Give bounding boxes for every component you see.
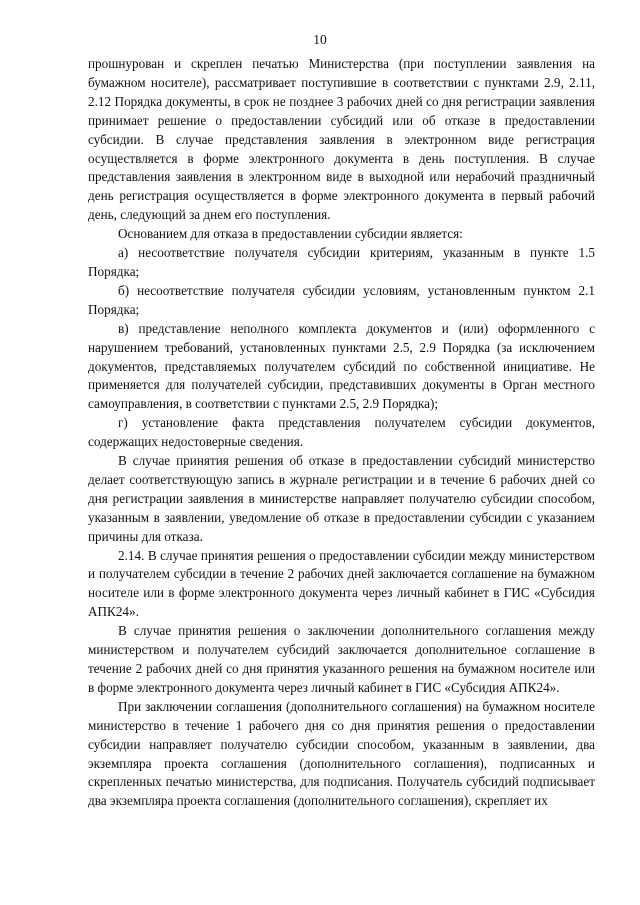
paragraph-refusal-notice: В случае принятия решения об отказе в предоставлении субсидий министерство делает соответствующую запись в журнале регистрации и в течение 6 рабочих дней со дня регистрации заявления в министерстве направляет получателю субсидии способом, указанным в заявлении, уведомление об отказе в предоставлении субсидии с указанием причины для отказа. (88, 453, 595, 544)
paragraph-registration: прошнурован и скреплен печатью Министерства (при поступлении заявления на бумажном носителе), рассматривает поступившие в соответствии с пунктами 2.9, 2.11, 2.12 Порядка документы, в срок не позднее 3 рабочих дней со дня регистрации заявления принимает решение о предоставлении субсидий или об отказе в предоставлении субсидии. В случае представления заявления в электронном виде регистрация осуществляется в форме электронного документа в день поступления. В случае представления заявления в электронном виде в выходной или нерабочий праздничный день регистрация осуществляется в форме электронного документа в первый рабочий день, следующий за днем его поступления. (88, 56, 595, 223)
paragraph-item-v: в) представление неполного комплекта документов и (или) оформленного с нарушением требований, установленных пунктами 2.5, 2.9 Порядка (за исключением документов, представляемых получателем субсидий по собственной инициативе. Не применяется для получателей субсидии, представивших документы в Орган местного самоуправления, в соответствии с пунктами 2.5, 2.9 Порядка); (88, 320, 595, 412)
paragraph-item-g: г) установление факта представления получателем субсидии документов, содержащих недостоверные сведения. (88, 415, 595, 450)
paragraph-additional-agreement: В случае принятия решения о заключении дополнительного соглашения между министерством и получателем субсидий заключается дополнительное соглашение в течение 2 рабочих дней со дня принятия указанного решения на бумажном носителе или в форме электронного документа через личный кабинет в ГИС «Субсидия АПК24». (88, 623, 595, 695)
paragraph-item-b: б) несоответствие получателя субсидии условиям, установленным пунктом 2.1 Порядка; (88, 282, 595, 317)
document-body (88, 55, 595, 811)
paragraph-item-a: а) несоответствие получателя субсидии критериям, указанным в пункте 1.5 Порядка; (88, 245, 595, 279)
paragraph-refusal-grounds: Основанием для отказа в предоставлении субсидии является: (118, 226, 463, 242)
paragraph-2-14: 2.14. В случае принятия решения о предоставлении субсидии между министерством и получателем субсидии в течение 2 рабочих дней заключается соглашение на бумажном носителе или в форме электронного документа через личный кабинет в ГИС «Субсидия АПК24». (88, 547, 595, 620)
paragraph-paper-agreement: При заключении соглашения (дополнительного соглашения) на бумажном носителе министерство в течение 1 рабочего дня со дня принятия решения о предоставлении субсидии направляет получателю субсидии способом, указанным в заявлении, два экземпляра проекта соглашения (дополнительного соглашения), подписанных и скрепленных печатью министерства, для подписания. Получатель субсидий подписывает два экземпляра проекта соглашения (дополнительного соглашения), скрепляет их (88, 698, 595, 809)
page-number: 10 (313, 32, 327, 47)
